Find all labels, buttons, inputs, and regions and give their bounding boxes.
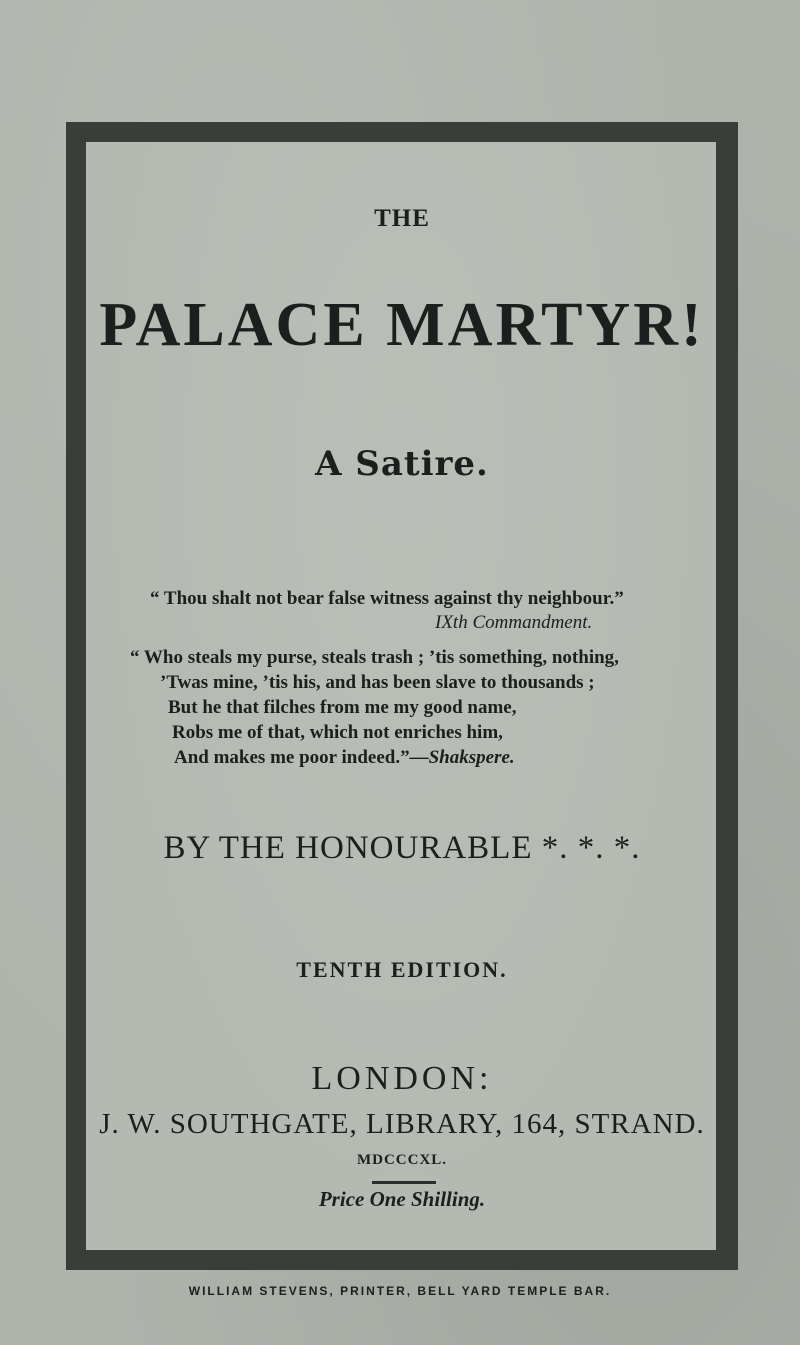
edition-label: TENTH EDITION. [296,957,508,982]
page-title: PALACE MARTYR! [99,291,705,359]
epigraph-line: Robs me of that, which not enriches him, [172,722,503,743]
epigraph-shakspere-attribution: —Shakspere. [409,747,515,768]
epigraph-line: But he that filches from me my good name, [168,697,517,718]
author-line: BY THE HONOURABLE *. *. *. [163,830,641,866]
subtitle: A Satire. [315,444,489,484]
epigraph-shakspere [130,645,619,770]
price-line: Price One Shilling. [318,1187,486,1211]
divider-rule [372,1181,436,1184]
printer-imprint: WILLIAM STEVENS, PRINTER, BELL YARD TEMPLE BAR. [188,1284,612,1298]
epigraph-line: ’Twas mine, ’tis his, and has been slave to thousands ; [160,672,595,693]
epigraph-last-line [130,745,619,770]
epigraph-commandment-quote: “ Thou shalt not bear false witness against thy neighbour.” [150,588,624,609]
publication-place: LONDON: [311,1060,493,1097]
publication-year: MDCCCXL. [356,1152,448,1168]
epigraph-commandment-attribution: IXth Commandment. [435,612,593,633]
epigraph-line: And makes me poor indeed.” [174,747,410,768]
epigraph-line: “ Who steals my purse, steals trash ; ’tis something, nothing, [130,647,619,668]
title-article: THE [374,205,430,232]
publisher-line: J. W. SOUTHGATE, LIBRARY, 164, STRAND. [99,1108,705,1140]
